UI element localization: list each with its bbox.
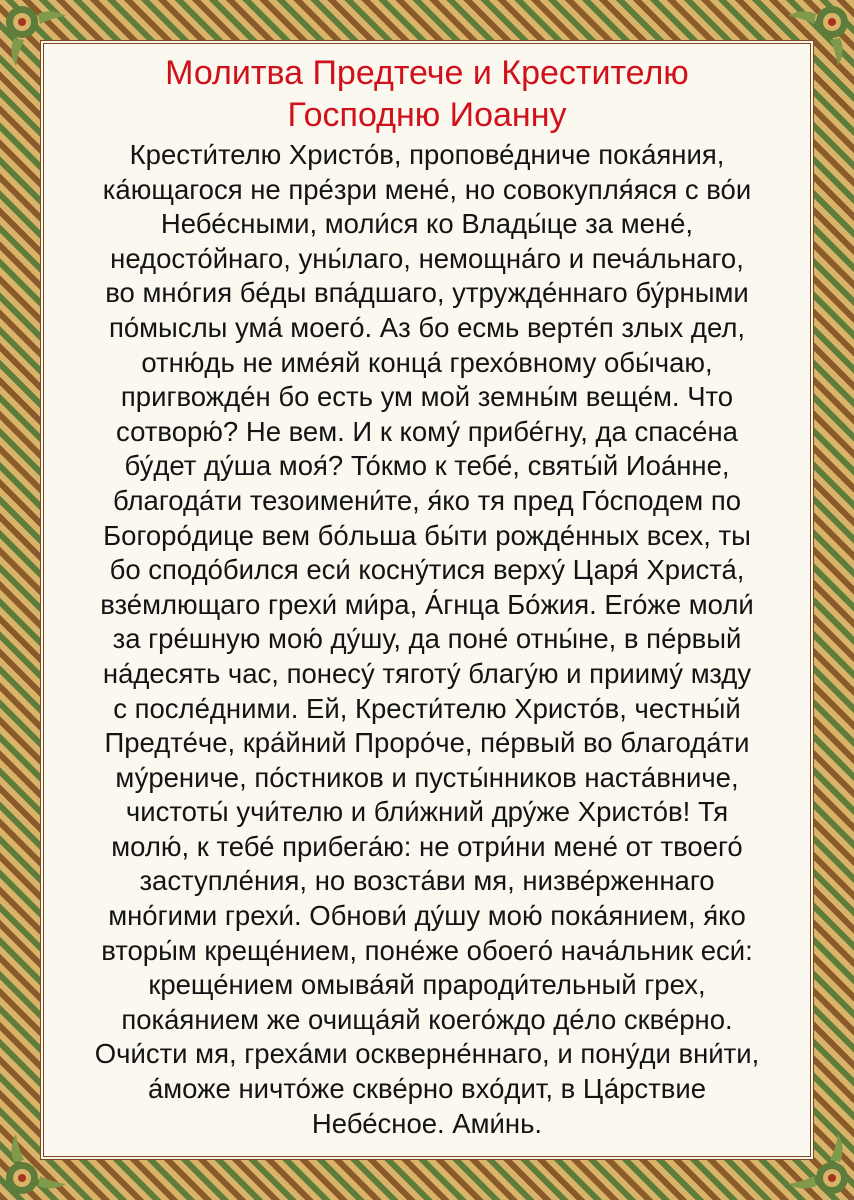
prayer-line: по́мыслы ума́ моего́. Аз бо есмь верте́п злых дел,: [108, 311, 746, 343]
prayer-line: креще́нием омыва́яй прароди́тельный грех,: [148, 969, 706, 1001]
prayer-line: сотворю́? Не вем. И к кому́ прибе́гну, да спасе́на: [116, 415, 738, 447]
prayer-line: с после́дними. Ей, Крести́телю Христо́в, честны́й: [113, 692, 741, 724]
prayer-line: чистоты́ учи́телю и бли́жний дру́же Христо́в! Тя: [125, 796, 729, 828]
prayer-line: Богоро́дице вем бо́льша бы́ти рожде́нных всех, ты: [103, 519, 751, 551]
prayer-line: Крести́телю Христо́в, пропове́дниче пока́яния,: [129, 139, 725, 170]
prayer-line: за гре́шную мою́ ду́шу, да поне́ отны́не, в пе́рвый: [112, 623, 742, 655]
prayer-line: Небе́сными, моли́ся ко Влады́це за мене́,: [160, 208, 694, 240]
prayer-text: [60, 138, 794, 1141]
prayer-line: ка́ющагося не пре́зри мене́, но совокупля́яся с во́и: [102, 173, 752, 205]
prayer-line: пока́янием же очища́яй коего́ждо де́ло скве́рно.: [121, 1003, 733, 1035]
prayer-line: пригвожде́н бо есть ум мой земны́м веще́м. Что: [120, 381, 734, 413]
corner-ornament-icon: [784, 0, 854, 70]
prayer-line: отню́дь не име́яй конца́ грехо́вному обы́чаю,: [141, 346, 713, 378]
prayer-line: недосто́йнаго, уны́лаго, немощна́го и печа́льнаго,: [110, 242, 744, 274]
prayer-line: Очи́сти мя, грехáми оскверне́ннаго, и пону́ди вни́ти,: [94, 1038, 760, 1070]
title-line: Молитва Предтече и Крестителю: [165, 54, 689, 92]
prayer-line: взе́млющаго грехи́ ми́ра, А́гнца Бо́жия. Его́же моли́: [100, 588, 754, 620]
prayer-line: бу́дет ду́ша моя́? То́кмо к тебе́, святы́й Иоа́нне,: [124, 450, 730, 482]
prayer-line: мно́гими грехи́. Обнови́ ду́шу мою́ пока́янием, я́ко: [108, 900, 746, 932]
prayer-line: молю́, к тебе́ прибега́ю: не отри́ни мене́ от твоего́: [111, 830, 743, 862]
prayer-content: [60, 52, 794, 1141]
prayer-line: благода́ти тезоимени́те, я́ко тя пред Го́сподем по: [112, 484, 742, 516]
prayer-line: бо сподо́бился еси́ косну́тися верху́ Царя́ Христа́,: [109, 554, 745, 586]
prayer-title: [60, 52, 794, 136]
title-line: Господню Иоанну: [287, 96, 567, 134]
prayer-line: во мно́гия бе́ды впа́дшаго, утружде́ннаго бу́рными: [105, 277, 749, 309]
prayer-line: заступле́ния, но возста́ви мя, низве́рженнаго: [139, 865, 715, 897]
prayer-line: Небе́сное. Ами́нь.: [311, 1107, 543, 1139]
prayer-line: вторы́м креще́нием, поне́же обоего́ нача́льник еси́:: [101, 934, 753, 966]
prayer-line: му́рениче, по́стников и пусты́нников наста́вниче,: [115, 761, 739, 793]
corner-ornament-icon: [784, 1130, 854, 1200]
prayer-line: на́десять час, понесу́ тяготу́ благу́ю и прииму́ мзду: [102, 657, 752, 689]
prayer-line: Предте́че, кра́йний Проро́че, пе́рвый во благода́ти: [104, 727, 750, 759]
prayer-line: а́може ничто́же скве́рно вхо́дит, в Ца́рствие: [147, 1073, 707, 1105]
